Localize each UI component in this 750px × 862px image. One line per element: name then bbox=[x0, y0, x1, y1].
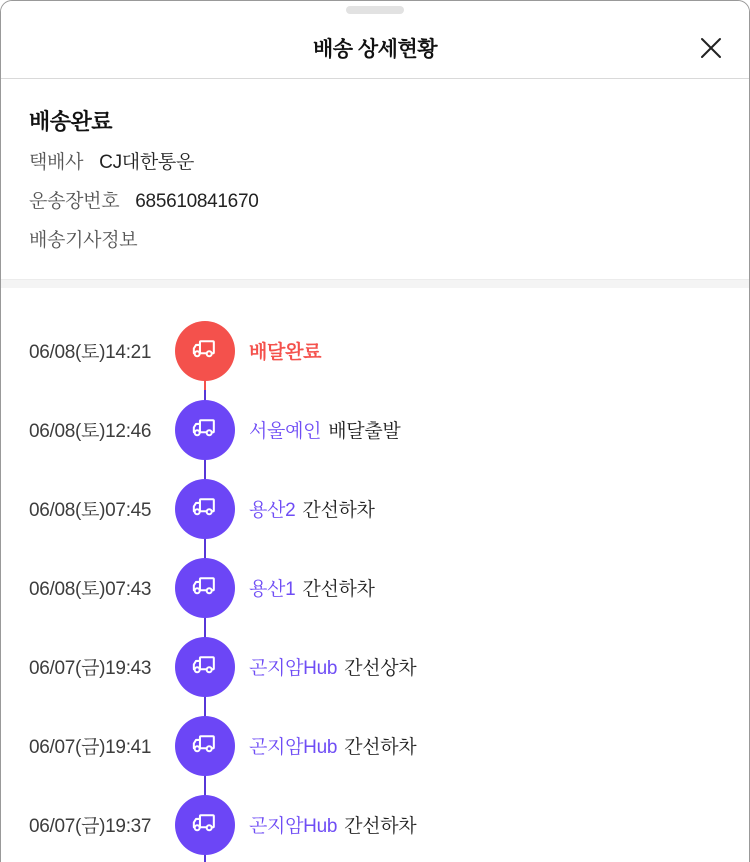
drag-handle[interactable] bbox=[346, 6, 404, 14]
timeline-datetime: 06/07(금)19:41 bbox=[29, 737, 152, 758]
truck-icon bbox=[175, 400, 235, 460]
truck-icon bbox=[175, 637, 235, 697]
timeline-row bbox=[1, 548, 749, 627]
section-divider bbox=[1, 279, 749, 288]
truck-icon bbox=[175, 716, 235, 776]
tracking-number-value: 685610841670 bbox=[135, 191, 259, 212]
timeline-status: 배달출발 bbox=[328, 421, 401, 442]
timeline-datetime: 06/07(금)19:43 bbox=[29, 658, 152, 679]
page-title: 배송 상세현황 bbox=[312, 37, 438, 61]
delivery-status-heading: 배송완료 bbox=[29, 109, 113, 134]
timeline-row bbox=[1, 627, 749, 706]
tracking-number-label: 운송장번호 bbox=[29, 191, 120, 212]
timeline-status: 배달완료 bbox=[249, 342, 322, 363]
timeline-description bbox=[249, 574, 375, 601]
timeline-location: 용산1 bbox=[249, 579, 296, 600]
timeline-description bbox=[249, 416, 400, 443]
timeline-marker bbox=[175, 548, 235, 627]
shipment-summary bbox=[1, 79, 749, 279]
timeline-row bbox=[1, 390, 749, 469]
timeline-description bbox=[249, 732, 416, 759]
timeline-datetime: 06/08(토)07:43 bbox=[29, 579, 152, 600]
courier-label: 택배사 bbox=[29, 152, 84, 173]
truck-icon bbox=[175, 795, 235, 855]
timeline-datetime: 06/08(토)14:21 bbox=[29, 342, 152, 363]
connector-line-bottom bbox=[204, 616, 206, 627]
timeline-status: 간선하차 bbox=[344, 816, 417, 837]
tracking-timeline bbox=[1, 288, 749, 862]
tracking-number-row bbox=[29, 190, 721, 214]
timeline-row bbox=[1, 311, 749, 390]
timeline-status: 간선하차 bbox=[302, 500, 375, 521]
timeline-datetime: 06/07(금)19:37 bbox=[29, 816, 152, 837]
timeline-row bbox=[1, 469, 749, 548]
timeline-location: 곤지암Hub bbox=[249, 737, 338, 758]
timeline-location: 곤지암Hub bbox=[249, 658, 338, 679]
driver-info-link[interactable]: 배송기사정보 bbox=[29, 230, 138, 251]
timeline-location: 서울예인 bbox=[249, 421, 322, 442]
timeline-marker bbox=[175, 627, 235, 706]
timeline-row bbox=[1, 706, 749, 785]
timeline-marker bbox=[175, 390, 235, 469]
courier-row bbox=[29, 151, 721, 175]
connector-line-bottom bbox=[204, 537, 206, 548]
timeline-status: 간선상차 bbox=[344, 658, 417, 679]
timeline-status: 간선하차 bbox=[344, 737, 417, 758]
close-button[interactable] bbox=[697, 34, 725, 62]
truck-icon bbox=[175, 558, 235, 618]
truck-icon bbox=[175, 321, 235, 381]
timeline-marker bbox=[175, 785, 235, 862]
timeline-marker bbox=[175, 311, 235, 390]
close-icon bbox=[698, 35, 724, 61]
truck-icon bbox=[175, 479, 235, 539]
timeline-status: 간선하차 bbox=[302, 579, 375, 600]
timeline-marker bbox=[175, 706, 235, 785]
connector-line-bottom bbox=[204, 458, 206, 469]
connector-line-bottom bbox=[204, 379, 206, 390]
timeline-description bbox=[249, 337, 321, 364]
timeline-location: 곤지암Hub bbox=[249, 816, 338, 837]
timeline-row bbox=[1, 785, 749, 862]
courier-value: CJ대한통운 bbox=[99, 152, 195, 173]
timeline-description bbox=[249, 811, 416, 838]
timeline-marker bbox=[175, 469, 235, 548]
timeline-datetime: 06/08(토)12:46 bbox=[29, 421, 152, 442]
timeline-description bbox=[249, 495, 375, 522]
timeline-description bbox=[249, 653, 416, 680]
timeline-location: 용산2 bbox=[249, 500, 296, 521]
connector-line-bottom bbox=[204, 695, 206, 706]
timeline-datetime: 06/08(토)07:45 bbox=[29, 500, 152, 521]
connector-line-bottom bbox=[204, 774, 206, 785]
